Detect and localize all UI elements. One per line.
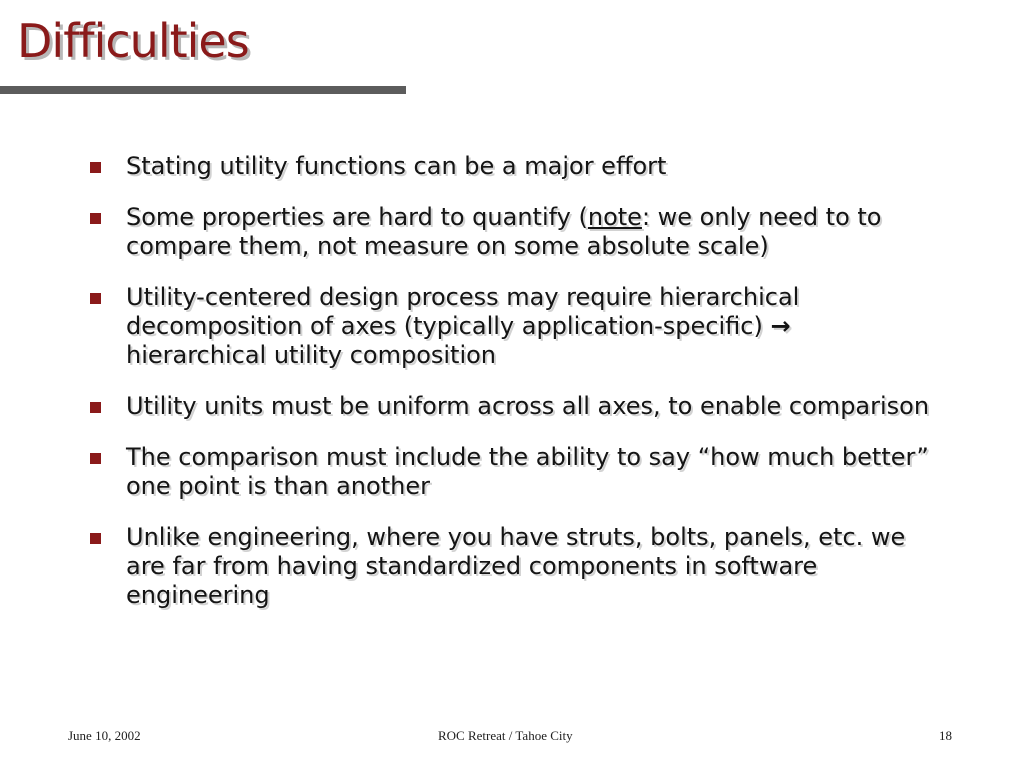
bullet-item <box>88 152 938 181</box>
bullet-text-part: Some properties are hard to quantify ( <box>126 203 588 231</box>
bullet-item <box>88 283 938 370</box>
note-underlined-text: note <box>587 203 642 231</box>
bullet-text <box>126 203 882 260</box>
bullet-text-part: hierarchical utility composition <box>126 341 497 369</box>
footer-date: June 10, 2002 <box>68 728 141 743</box>
bullet-text <box>126 283 799 369</box>
square-bullet-icon <box>90 453 101 464</box>
square-bullet-icon <box>90 162 101 173</box>
right-arrow-icon: → <box>770 312 791 340</box>
bullet-text: Unlike engineering, where you have struts, bolts, panels, etc. we are far from having standardized components in software engineering <box>126 523 906 609</box>
bullet-item <box>88 392 938 421</box>
page-number: 18 <box>939 728 952 743</box>
title-underline-rule <box>0 86 406 94</box>
square-bullet-icon <box>90 533 101 544</box>
bullet-item <box>88 203 938 261</box>
footer-event: ROC Retreat / Tahoe City <box>438 728 573 743</box>
bullet-item <box>88 523 938 610</box>
bullet-text: Stating utility functions can be a major effort <box>126 152 667 180</box>
bullet-text-part: Utility-centered design process may require hierarchical decomposition of axes (typically application-specific) <box>126 283 800 340</box>
square-bullet-icon <box>90 213 101 224</box>
slide-title: Difficulties <box>17 14 249 68</box>
square-bullet-icon <box>90 293 101 304</box>
bullet-list <box>88 152 938 632</box>
bullet-text: Utility units must be uniform across all axes, to enable comparison <box>126 392 930 420</box>
square-bullet-icon <box>90 402 101 413</box>
bullet-text: The comparison must include the ability to say “how much better” one point is than another <box>126 443 929 500</box>
bullet-text-part: : we only need to to compare them, not measure on some absolute scale) <box>126 203 882 260</box>
bullet-item <box>88 443 938 501</box>
